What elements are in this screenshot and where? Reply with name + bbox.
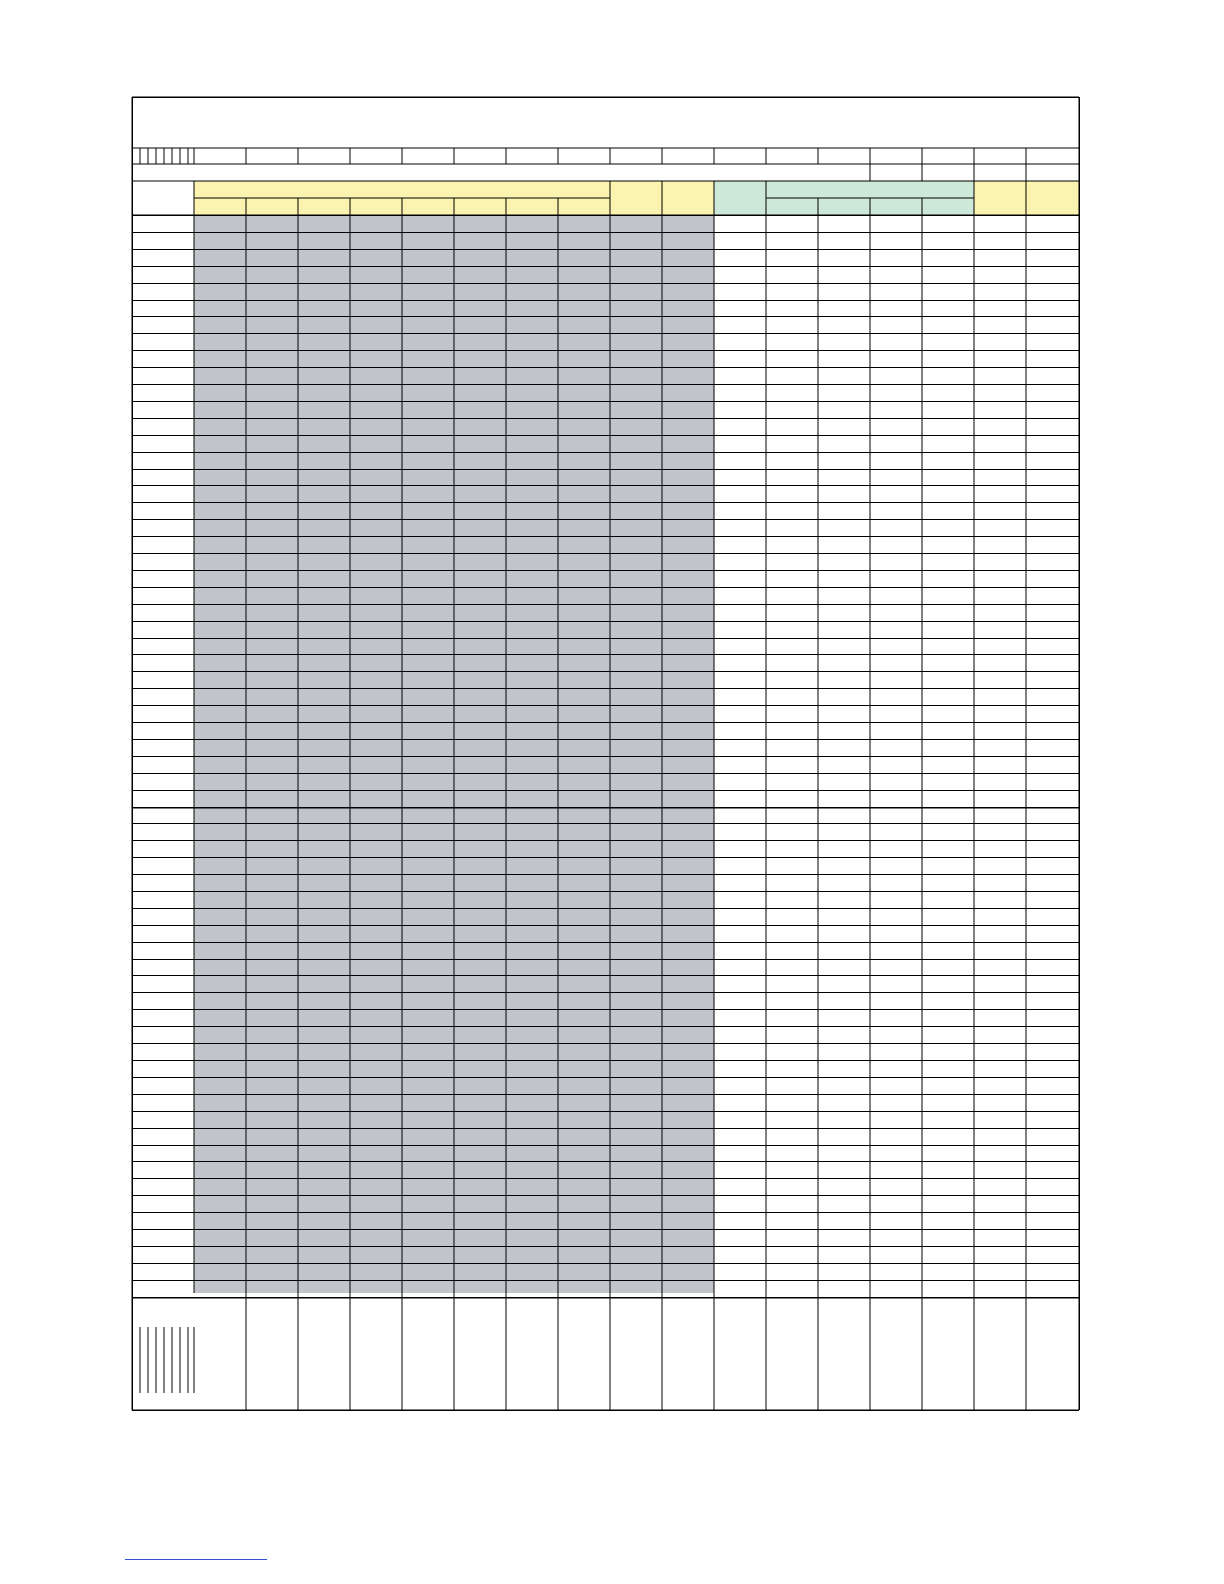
grid-fills [194, 181, 1079, 1293]
footer-link-underline[interactable] [125, 1559, 267, 1560]
